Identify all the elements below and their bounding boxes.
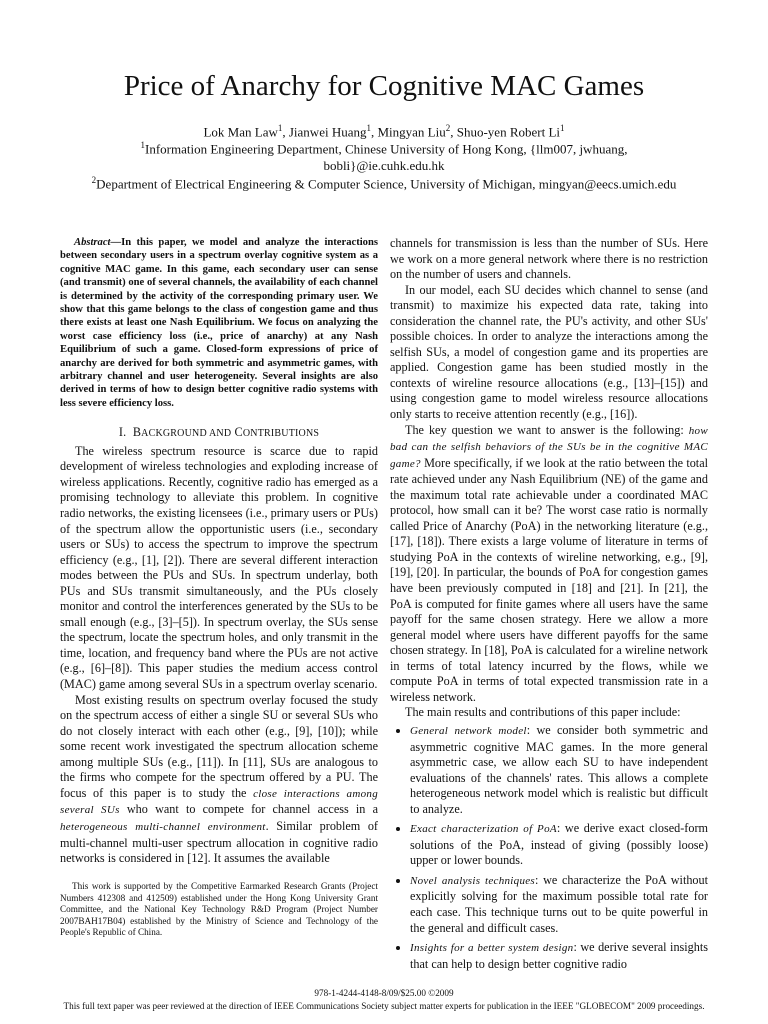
list-item: • Insights for a better system design: we derive several insights that can help to design better cognitive radio xyxy=(410,940,708,972)
author-name: Shuo-yen Robert Li xyxy=(456,124,560,140)
affiliation-1: $^1$Information Engineering Department, Chinese University of Hong Kong, {llm007, jwhuang, bobli}@ie.cuhk.edu.hk xyxy=(140,140,628,174)
author-name: Mingyan Liu xyxy=(377,124,446,140)
contributions-list xyxy=(390,723,708,972)
paragraph: The main results and contributions of this paper include: xyxy=(405,705,681,720)
footnote: This work is supported by the Competitive Earmarked Research Grants (Project Numbers 412308 and 412509) established under the Hong Kong University Grant Committee, and the National Key Technology R&D Program (Project Number 2007BAH17B04) established by the Ministry of Science and Technology of the People's Republic of China. xyxy=(60,881,378,937)
right-column xyxy=(390,236,708,976)
isbn-line: 978-1-4244-4148-8/09/$25.00 ©2009 xyxy=(314,988,454,998)
author-name: Lok Man Law xyxy=(203,124,278,140)
paragraph: Most existing results on spectrum overlay focused the study on the spectrum access of either a single SU or several SUs who do not closely interact with each other (e.g., [9], [10]); while some recent work investigated the spectrum allocation scheme among multiple SUs (e.g., [11]). In [11], SUs are analogous to the firms who compete for the spectrum offered by a PU. The focus of this paper is to study the close interactions among several SUs who want to compete for channel access in a heterogeneous multi-channel environment. Similar problem of multi-channel multi-user spectrum allocation in cognitive radio networks is considered in [12]. It assumes the available xyxy=(60,692,378,866)
abstract: Abstract—In this paper, we model and analyze the interactions between secondary users in a spectrum overlay cognitive system as a cognitive MAC game. In this game, each secondary user can sense (and transmit) one of several channels, the availability of each channel is determined by the activity of the corresponding primary user. We show that this game belongs to the class of congestion game and thus there exists at least one Nash Equilibrium. We focus on analyzing the worst case efficiency loss (i.e., price of anarchy) at any Nash Equilibrium of such a game. Closed-form expressions of price of anarchy are derived for both symmetric and asymmetric games, with arbitrary channel and user heterogeneity. Several insights are also derived in terms of how to design better cognitive radio systems with less severe efficiency loss. xyxy=(60,237,378,409)
paragraph: The key question we want to answer is the following: how bad can the selfish behaviors of the SUs be in the cognitive MAC game? More specifically, if we look at the ratio between the total rate achieved under any Nash Equilibrium (NE) of the game and the maximum total rate achievable under a coordinated MAC protocol, how small can it be? The worst case ratio is normally called Price of Anarchy (PoA) in the networking literature (e.g., [17], [18]). There exists a large volume of literature in terms of studying PoA in the contexts of wireline networking, e.g., [9], [19], [20]. In particular, the bounds of PoA for congestion games have been previously computed in [18] and [21]. In [21], the PoA is computed for finite games where all users have the same payoff for the same chosen strategy. Here we allow a more general model where users have different payoffs for the same chosen strategy. In [18], PoA is calculated for a wireline network in terms of total latency incurred by the flows, while we compute PoA in terms of total expected transmission rate in a wireless network. xyxy=(390,422,708,704)
list-item: • Exact characterization of PoA: we derive exact closed-form solutions of the PoA, instead of giving (possibly loose) upper or lower bounds. xyxy=(410,821,708,869)
list-item: • General network model: we consider both symmetric and asymmetric cognitive MAC games. In the more general asymmetric case, we allow each SU to have independent evaluations of the channels' rates. This allows a complete heterogeneous network model which is realistic but difficult to analyze. xyxy=(410,723,708,817)
affiliation-2: $^2$Department of Electrical Engineering & Computer Science, University of Michigan, mingyan@eecs.umich.edu xyxy=(91,175,677,192)
author-list: Lok Man Law$^1$, Jianwei Huang$^1$, Mingyan Liu$^2$, Shuo-yen Robert Li$^1$ xyxy=(203,123,565,140)
abstract-label: Abstract xyxy=(74,237,111,248)
peer-review-note: This full text paper was peer reviewed at the direction of IEEE Communications Society subject matter experts for publication in the IEEE "GLOBECOM" 2009 proceedings. xyxy=(63,1001,705,1011)
left-column xyxy=(60,236,378,867)
paragraph: In our model, each SU decides which channel to sense (and transmit) to maximize his expected data rate, taking into consideration the channel rate, the PU's activity, and other SUs' possible choices. In order to analyze the interactions among the selfish SUs, a model of congestion game and its properties are applied. Congestion game has been studied mostly in the contexts of wireline resource allocations (e.g., [13]–[15]) and using congestion game to model wireless resource allocations only starts to receive attention recently (e.g., [16]). xyxy=(390,282,708,422)
list-item: • Novel analysis techniques: we characterize the PoA without explicitly solving for the maximum possible total rate for each case. This technique turns out to be quite powerful in the general and difficult cases. xyxy=(410,873,708,936)
paragraph: The wireless spectrum resource is scarce due to rapid development of wireless technologies and exploding increase of wireless applications. Recently, cognitive radio has emerged as a promising technology to alleviate this problem. In cognitive radio networks, the existing licensees (i.e., primary users or PUs) of the spectrum allow the opportunistic users (i.e., secondary users or SUs) to access the spectrum to improve the spectrum efficiency (e.g., [1], [2]). There are several different interaction modes between the PUs and SUs. In spectrum underlay, both PUs and SUs transmit simultaneously, and the PUs closely monitor and control the interferences generated by the SUs to be small enough (e.g., [3]–[5]). In spectrum overlay, the SUs sense the spectrum, locate the spectrum holes, and only transmit in the time, location, and frequency band where the PUs are not active (e.g., [6]–[8]). This paper studies the medium access control (MAC) game among several SUs in a spectrum overlay scenario. xyxy=(60,443,378,692)
paper-title: Price of Anarchy for Cognitive MAC Games xyxy=(123,70,645,102)
section-heading: I. BACKGROUND AND CONTRIBUTIONS xyxy=(118,425,320,440)
paragraph: channels for transmission is less than the number of SUs. Here we work on a more general network where there is no restriction on the number of users and channels. xyxy=(390,236,708,282)
author-name: Jianwei Huang xyxy=(288,124,367,140)
